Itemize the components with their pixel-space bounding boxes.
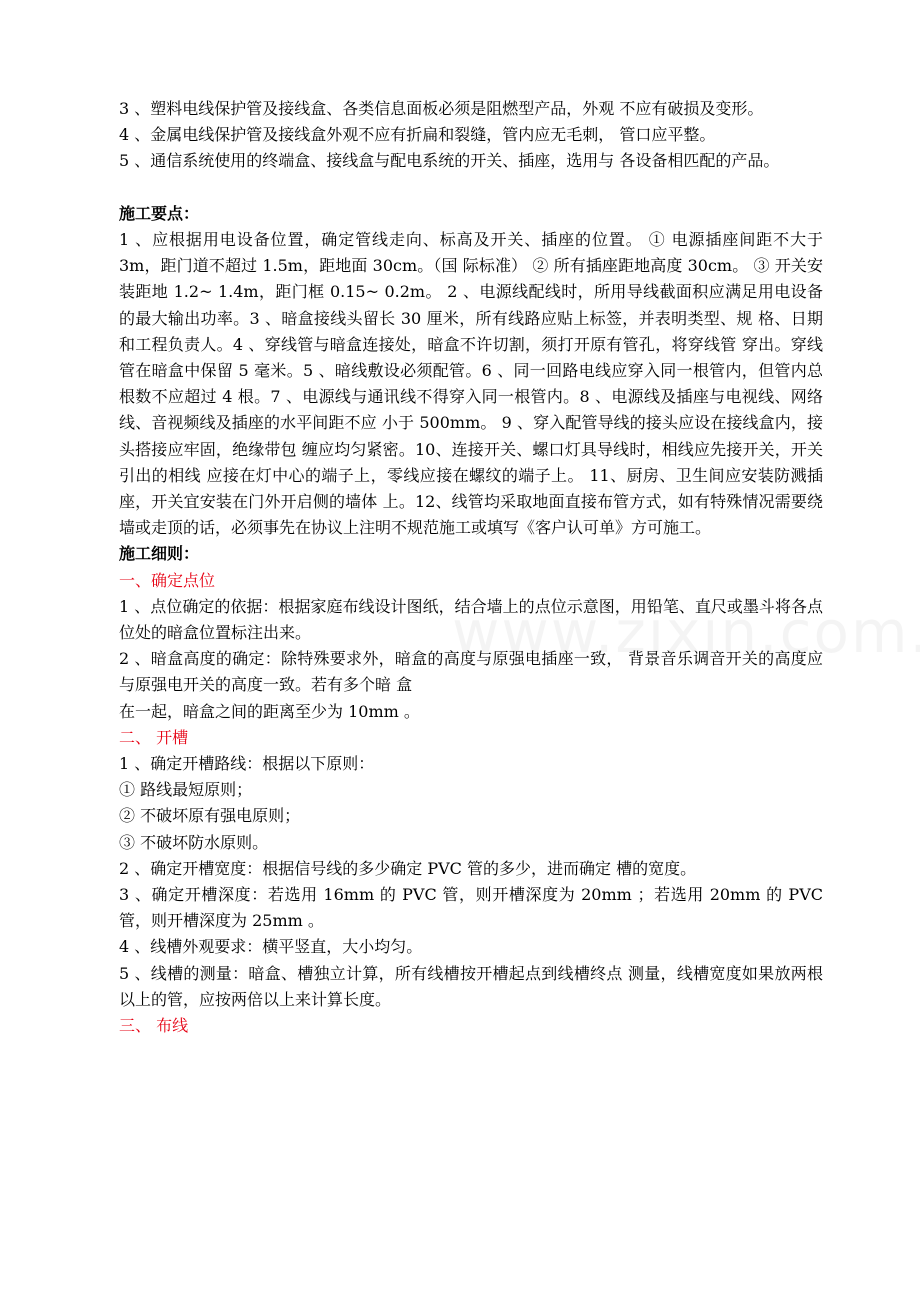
key-points-body: 1 、应根据用电设备位置，确定管线走向、标高及开关、插座的位置。 ① 电源插座间距不大于 3m，距门道不超过 1.5m，距地面 30cm。（国 际标准） ② 所有插座距地高度 30cm。 ③ 开关安装距地 1.2~ 1.4m，距门框 0.15~ 0.2m。 2 、电源线配线时，所用导线截面积应满足用电设备的最大输出功率。3 、暗盒接线头留长 30 厘米，所有线路应贴上标签，并表明类型、规 格、日期和工程负责人。4 、穿线管与暗盒连接处，暗盒不许切割，须打开原有管孔，将穿线管 穿出。穿线管在暗盒中保留 5 毫米。5 、暗线敷设必须配管。6 、同一回路电线应穿入同一根管内，但管内总根数不应超过 4 根。7 、电源线与通讯线不得穿入同一根管内。8 、电源线及插座与电视线、网络线、音视频线及插座的水平间距不应 小于 500mm。 9 、穿入配管导线的接头应设在接线盒内，接头搭接应牢固，绝缘带包 缠应均匀紧密。10、连接开关、螺口灯具导线时，相线应先接开关，开关引出的相线 应接在灯中心的端子上，零线应接在螺纹的端子上。 11、厨房、卫生间应安装防溅插座，开关宜安装在门外开启侧的墙体 上。12、线管均采取地面直接布管方式，如有特殊情况需要绕墙或走顶的话，必须事先在协议上注明不规范施工或填写《客户认可单》方可施工。 xyxy=(119,230,823,538)
section-1-item-2: 2 、暗盒高度的确定：除特殊要求外，暗盒的高度与原强电插座一致， 背景音乐调音开关的高度应与原强电开关的高度一致。若有多个暗 盒 xyxy=(119,649,823,695)
section-2-item-4: 4 、线槽外观要求：横平竖直，大小均匀。 xyxy=(119,937,423,957)
section-3-title: 三、 布线 xyxy=(119,1016,189,1036)
material-item-4: 4 、金属电线保护管及接线盒外观不应有折扁和裂缝，管内应无毛刺， 管口应平整。 xyxy=(119,125,716,145)
material-item-3: 3 、塑料电线保护管及接线盒、各类信息面板必须是阻燃型产品，外观 不应有破损及变形。 xyxy=(119,99,764,118)
blank-line xyxy=(119,175,823,201)
section-1-item-1: 1 、点位确定的依据：根据家庭布线设计图纸，结合墙上的点位示意图，用铅笔、直尺或墨斗将各点位处的暗盒位置标注出来。 xyxy=(119,596,823,643)
section-1-title: 一、确定点位 xyxy=(119,570,216,590)
section-2-title: 二、 开槽 xyxy=(119,727,189,747)
document-page xyxy=(119,96,823,1039)
section-2-principle-2: ② 不破坏原有强电原则； xyxy=(119,806,301,826)
section-2-principle-1: ① 路线最短原则； xyxy=(119,780,253,800)
section-2-item-2: 2 、确定开槽宽度：根据信号线的多少确定 PVC 管的多少，进而确定 槽的宽度。 xyxy=(119,858,697,878)
section-2-item-1: 1 、确定开槽路线：根据以下原则： xyxy=(119,754,375,774)
section-2-principle-3: ③ 不破坏防水原则。 xyxy=(119,832,269,852)
section-1-item-2-cont: 在一起，暗盒之间的距离至少为 10mm 。 xyxy=(119,701,420,721)
material-item-5: 5 、通信系统使用的终端盒、接线盒与配电系统的开关、插座，选用与 各设备相匹配的产品。 xyxy=(119,151,780,171)
details-heading: 施工细则： xyxy=(119,544,200,564)
section-2-item-3: 3 、确定开槽深度：若选用 16mm 的 PVC 管，则开槽深度为 20mm ；若选用 20mm 的 PVC 管，则开槽深度为 25mm 。 xyxy=(119,885,823,931)
section-2-item-5: 5 、线槽的测量：暗盒、槽独立计算，所有线槽按开槽起点到线槽终点 测量，线槽宽度如果放两根以上的管，应按两倍以上来计算长度。 xyxy=(119,963,823,1009)
key-points-heading: 施工要点： xyxy=(119,203,200,223)
